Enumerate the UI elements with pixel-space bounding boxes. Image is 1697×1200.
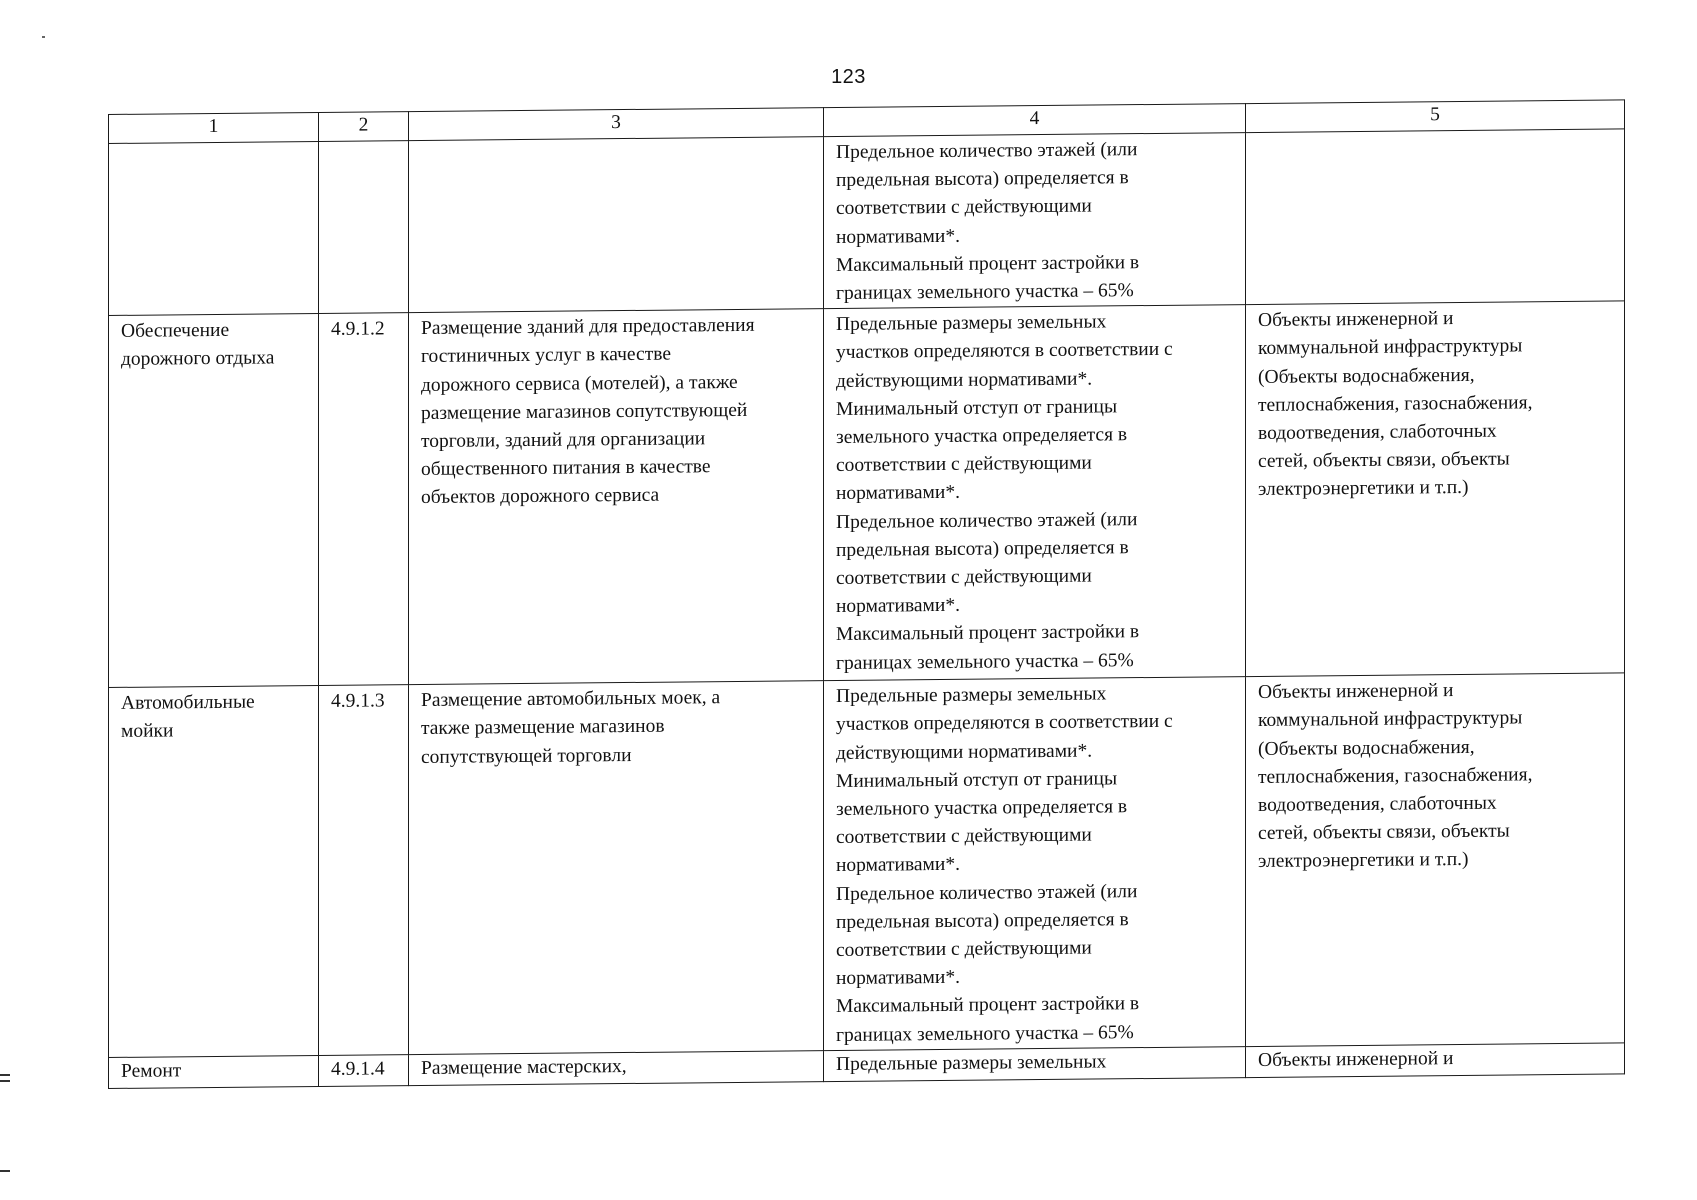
text-line: сетей, объекты связи, объекты: [1258, 448, 1510, 473]
header-col-4: 4: [824, 104, 1246, 137]
scan-margin-mark: [0, 1074, 10, 1088]
text-line: торговли, зданий для организации: [421, 428, 706, 453]
table-row: [109, 673, 1625, 1057]
text-line: водоотведения, слаботочных: [1258, 792, 1497, 816]
text-line: предельная высота) определяется в: [836, 909, 1129, 933]
text-line: дорожного отдыха: [121, 347, 275, 371]
text-line: Размещение автомобильных моек, а: [421, 687, 721, 712]
cell-description: [409, 1050, 824, 1085]
cell-code: 4.9.1.3: [319, 685, 409, 1056]
cell-code: [319, 141, 409, 314]
text-line: действующими нормативами*.: [836, 368, 1093, 392]
cell-parameters: [824, 677, 1246, 1051]
text-line: участков определяются в соответствии с: [836, 711, 1173, 736]
text-line: соответствии с действующими: [836, 937, 1092, 962]
text-line: нормативами*.: [836, 967, 960, 990]
cell-code: 4.9.1.4: [319, 1054, 409, 1086]
scan-margin-dash: [0, 1170, 10, 1172]
text-line: Предельное количество этажей (или: [836, 880, 1138, 905]
cell-parameters: [824, 1046, 1246, 1081]
text-line: Минимальный отступ от границы: [836, 768, 1118, 792]
text-line: земельного участка определяется в: [836, 424, 1128, 449]
header-col-3: 3: [409, 108, 824, 141]
cell-name: [109, 1055, 319, 1088]
text-line: границах земельного участка – 65%: [836, 1021, 1134, 1046]
header-col-2: 2: [319, 112, 409, 142]
text-line: Объекты инженерной и: [1258, 1047, 1454, 1071]
text-line: Ремонт: [121, 1060, 182, 1082]
cell-code: 4.9.1.2: [319, 313, 409, 686]
land-use-table: [108, 99, 1625, 1088]
text-line: Размещение мастерских,: [421, 1055, 627, 1079]
text-line: Предельное количество этажей (или: [836, 508, 1138, 533]
text-line: Предельные размеры земельных: [836, 683, 1107, 708]
text-line: Минимальный отступ от границы: [836, 396, 1118, 420]
text-line: электроэнергетики и т.п.): [1258, 477, 1469, 501]
text-line: границах земельного участка – 65%: [836, 280, 1134, 305]
text-line: нормативами*.: [836, 225, 960, 248]
text-line: коммунальной инфраструктуры: [1258, 335, 1523, 360]
text-line: электроэнергетики и т.п.): [1258, 849, 1469, 873]
text-line: предельная высота) определяется в: [836, 537, 1129, 561]
text-line: соответствии с действующими: [836, 452, 1092, 477]
text-line: Максимальный процент застройки в: [836, 251, 1140, 276]
text-line: теплоснабжения, газоснабжения,: [1258, 392, 1533, 416]
table-row: [109, 301, 1625, 688]
cell-name: [109, 314, 319, 688]
text-line: сопутствующей торговли: [421, 744, 632, 768]
text-line: нормативами*.: [836, 482, 960, 505]
cell-auxiliary: [1246, 301, 1625, 677]
text-line: объектов дорожного сервиса: [421, 485, 660, 509]
table-row-continuation: [109, 129, 1625, 316]
cell-auxiliary: [1246, 1043, 1625, 1078]
text-line: границах земельного участка – 65%: [836, 649, 1134, 674]
cell-auxiliary: [1246, 673, 1625, 1046]
text-line: нормативами*.: [836, 854, 960, 877]
text-line: водоотведения, слаботочных: [1258, 420, 1497, 444]
text-line: земельного участка определяется в: [836, 796, 1128, 821]
text-line: мойки: [121, 720, 174, 743]
text-line: соответствии с действующими: [836, 195, 1092, 220]
scan-artifact-dot: [42, 36, 45, 38]
text-line: Автомобильные: [121, 691, 255, 715]
text-line: Объекты инженерной и: [1258, 680, 1454, 704]
cell-parameters: [824, 133, 1246, 309]
text-line: Обеспечение: [121, 320, 230, 343]
text-line: Предельные размеры земельных: [836, 1051, 1107, 1075]
text-line: теплоснабжения, газоснабжения,: [1258, 764, 1533, 788]
cell-auxiliary: [1246, 129, 1625, 305]
text-line: дорожного сервиса (мотелей), а также: [421, 371, 738, 396]
text-line: соответствии с действующими: [836, 565, 1092, 590]
text-line: действующими нормативами*.: [836, 740, 1093, 764]
text-line: Объекты инженерной и: [1258, 308, 1454, 332]
text-line: Максимальный процент застройки в: [836, 993, 1140, 1018]
text-line: сетей, объекты связи, объекты: [1258, 820, 1510, 845]
text-line: гостиничных услуг в качестве: [421, 344, 671, 368]
text-line: коммунальной инфраструктуры: [1258, 707, 1523, 732]
text-line: также размещение магазинов: [421, 716, 665, 740]
cell-name: [109, 686, 319, 1058]
text-line: размещение магазинов сопутствующей: [421, 399, 748, 424]
cell-description: [409, 309, 824, 685]
text-line: соответствии с действующими: [836, 824, 1092, 849]
cell-description: [409, 681, 824, 1055]
cell-description: [409, 137, 824, 313]
header-col-5: 5: [1246, 100, 1625, 133]
text-line: участков определяются в соответствии с: [836, 339, 1173, 364]
text-line: Размещение зданий для предоставления: [421, 315, 755, 340]
text-line: Максимальный процент застройки в: [836, 621, 1140, 646]
cell-parameters: [824, 305, 1246, 681]
text-line: предельная высота) определяется в: [836, 167, 1129, 192]
header-col-1: 1: [109, 112, 319, 143]
text-line: Предельное количество этажей (или: [836, 139, 1138, 164]
cell-name: [109, 141, 319, 315]
page-number: 123: [831, 66, 866, 88]
text-line: нормативами*.: [836, 595, 960, 618]
text-line: (Объекты водоснабжения,: [1258, 364, 1475, 388]
text-line: общественного питания в качестве: [421, 456, 711, 481]
text-line: (Объекты водоснабжения,: [1258, 736, 1475, 760]
text-line: Предельные размеры земельных: [836, 311, 1107, 336]
